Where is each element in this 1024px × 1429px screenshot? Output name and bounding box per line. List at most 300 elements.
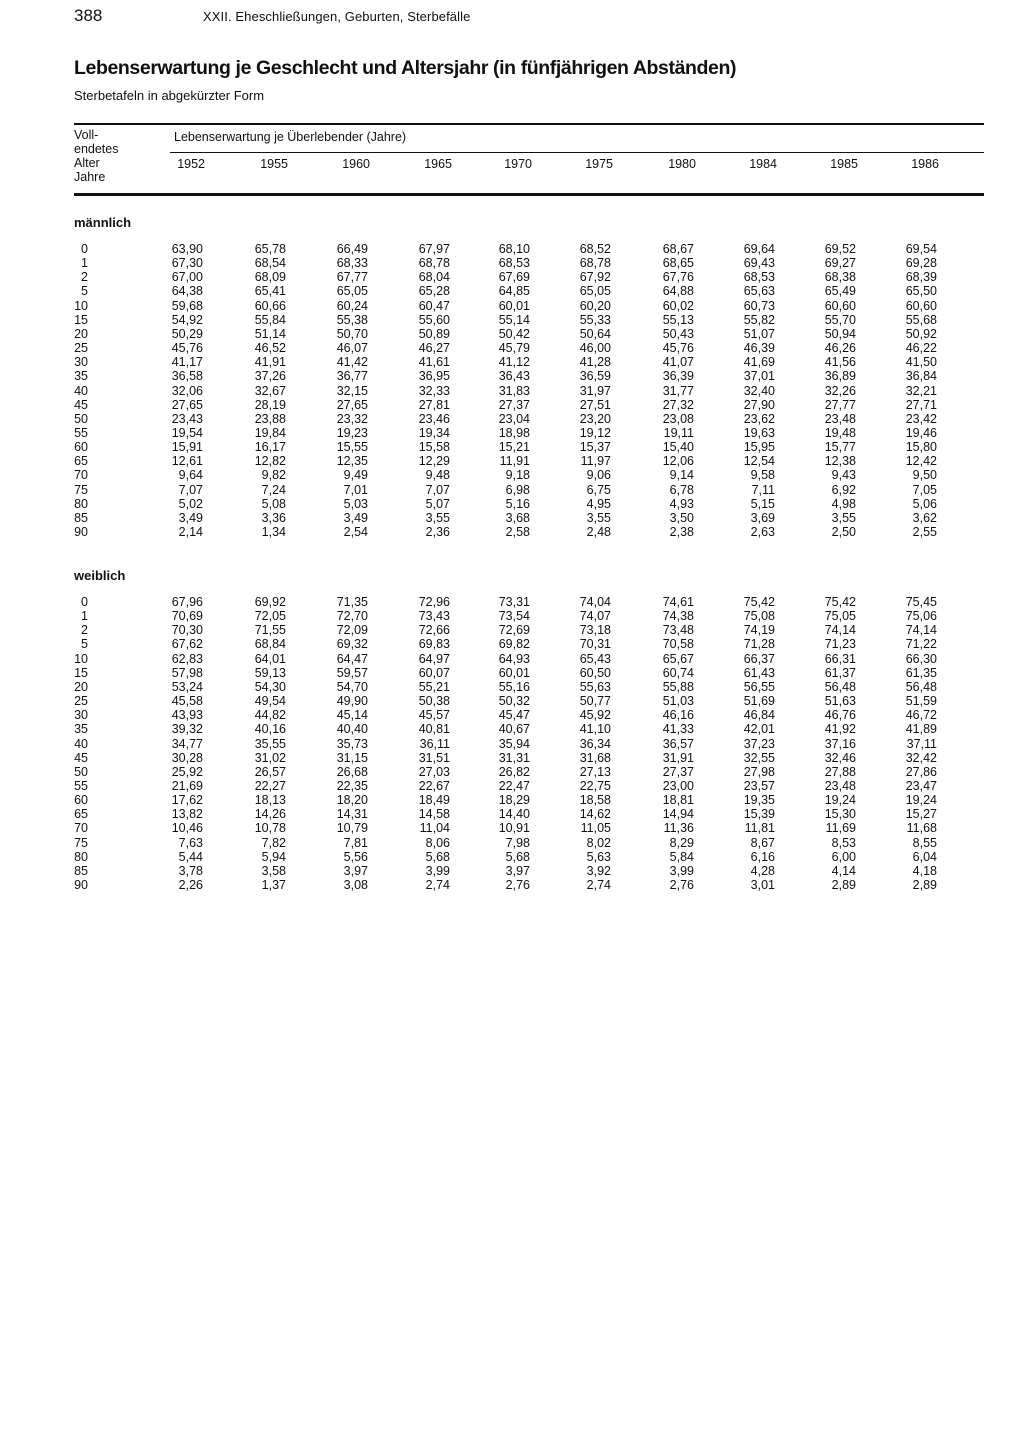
value-cell: 36,39 [662,369,694,384]
value-cell: 60,66 [254,298,286,313]
value-cell: 41,28 [579,355,611,370]
value-cell: 40,67 [498,722,530,737]
age-cell: 20 [74,679,88,694]
value-cell: 68,04 [418,270,450,285]
value-cell: 10,79 [336,821,368,836]
age-cell: 0 [81,595,88,609]
value-cell: 19,11 [663,425,694,440]
value-cell: 7,07 [178,482,203,497]
value-cell: 9,18 [505,468,530,483]
value-cell: 27,88 [824,764,856,779]
age-cell: 55 [74,778,88,793]
value-cell: 3,36 [261,510,286,525]
value-cell: 32,42 [905,750,937,765]
value-cell: 50,32 [498,694,530,709]
value-cell: 23,62 [743,411,775,426]
table-row [0,398,1024,412]
value-cell: 55,21 [418,679,450,694]
value-cell: 41,42 [336,355,368,370]
table-row [0,412,1024,426]
value-cell: 60,73 [743,298,775,313]
value-cell: 12,54 [743,454,775,469]
value-cell: 40,40 [336,722,368,737]
value-cell: 15,30 [824,807,856,822]
value-cell: 46,27 [418,341,450,356]
value-cell: 14,26 [254,807,286,822]
value-cell: 31,15 [336,750,368,765]
value-cell: 27,81 [418,397,450,412]
table-row [0,426,1024,440]
value-cell: 3,58 [261,863,286,878]
value-cell: 8,29 [669,835,694,850]
value-cell: 31,77 [662,383,694,398]
value-cell: 45,57 [418,708,450,723]
value-cell: 51,69 [743,694,775,709]
value-cell: 39,32 [171,722,203,737]
value-cell: 5,63 [586,849,611,864]
value-cell: 15,27 [905,807,937,822]
value-cell: 75,06 [905,609,937,624]
value-cell: 60,01 [498,298,530,313]
value-cell: 41,69 [743,355,775,370]
value-cell: 55,60 [418,312,450,327]
value-cell: 41,17 [171,355,203,370]
value-cell: 51,03 [662,694,694,709]
value-cell: 61,35 [905,665,937,680]
value-cell: 37,01 [743,369,775,384]
table-row [0,468,1024,482]
value-cell: 35,55 [254,736,286,751]
age-cell: 40 [74,383,88,398]
value-cell: 59,13 [254,665,286,680]
value-cell: 19,84 [254,425,286,440]
value-cell: 55,82 [743,312,775,327]
table-row [0,242,1024,256]
table-row [0,652,1024,666]
age-cell: 1 [81,256,88,271]
value-cell: 30,28 [171,750,203,765]
year-header: 1980 [668,157,696,171]
value-cell: 66,30 [905,651,937,666]
value-cell: 72,69 [498,623,530,638]
page-number: 388 [74,6,103,25]
value-cell: 74,19 [743,623,775,638]
value-cell: 60,01 [498,665,530,680]
value-cell: 75,42 [743,595,775,609]
age-cell: 70 [74,468,88,483]
value-cell: 54,92 [171,312,203,327]
value-cell: 46,22 [905,341,937,356]
stub-header-line: Voll- [74,128,99,142]
value-cell: 19,46 [905,425,937,440]
value-cell: 12,82 [254,454,286,469]
value-cell: 36,34 [579,736,611,751]
value-cell: 67,97 [418,242,450,256]
value-cell: 11,97 [580,454,611,469]
value-cell: 67,62 [171,637,203,652]
value-cell: 2,50 [831,525,856,539]
value-cell: 73,43 [418,609,450,624]
value-cell: 68,09 [254,270,286,285]
value-cell: 65,50 [905,284,937,299]
value-cell: 31,91 [662,750,694,765]
table-row [0,511,1024,525]
value-cell: 19,63 [743,425,775,440]
value-cell: 19,23 [336,425,368,440]
value-cell: 53,24 [171,679,203,694]
value-cell: 9,82 [261,468,286,483]
table-row [0,637,1024,651]
value-cell: 26,57 [254,764,286,779]
table-row [0,864,1024,878]
value-cell: 3,97 [343,863,368,878]
year-header: 1984 [749,157,777,171]
age-cell: 65 [74,454,88,469]
value-cell: 55,88 [662,679,694,694]
value-cell: 67,00 [171,270,203,285]
value-cell: 6,98 [505,482,530,497]
value-cell: 50,38 [418,694,450,709]
value-cell: 23,48 [824,778,856,793]
value-cell: 56,55 [743,679,775,694]
value-cell: 27,77 [824,397,856,412]
value-cell: 67,92 [579,270,611,285]
value-cell: 18,29 [498,793,530,808]
age-cell: 45 [74,397,88,412]
value-cell: 25,92 [171,764,203,779]
table-row [0,878,1024,892]
value-cell: 49,54 [254,694,286,709]
age-cell: 2 [81,623,88,638]
value-cell: 41,89 [905,722,937,737]
value-cell: 59,68 [171,298,203,313]
value-cell: 13,82 [171,807,203,822]
value-cell: 18,49 [418,793,450,808]
value-cell: 50,89 [418,326,450,341]
value-cell: 11,91 [499,454,530,469]
value-cell: 5,02 [178,496,203,511]
value-cell: 41,56 [824,355,856,370]
value-cell: 36,58 [171,369,203,384]
value-cell: 8,06 [425,835,450,850]
value-cell: 41,92 [824,722,856,737]
value-cell: 5,16 [505,496,530,511]
value-cell: 67,96 [171,595,203,609]
value-cell: 55,84 [254,312,286,327]
value-cell: 7,11 [751,482,775,497]
value-cell: 11,81 [744,821,775,836]
value-cell: 31,51 [418,750,450,765]
value-cell: 3,97 [505,863,530,878]
value-cell: 69,27 [824,256,856,271]
value-cell: 9,48 [425,468,450,483]
age-cell: 85 [74,510,88,525]
value-cell: 3,68 [505,510,530,525]
value-cell: 4,28 [750,863,775,878]
value-cell: 75,42 [824,595,856,609]
table-row [0,821,1024,835]
value-cell: 3,01 [750,878,775,892]
section-label: männlich [74,215,132,230]
value-cell: 37,16 [824,736,856,751]
age-cell: 50 [74,764,88,779]
value-cell: 46,52 [254,341,286,356]
value-cell: 68,33 [336,256,368,271]
table-row [0,256,1024,270]
age-cell: 45 [74,750,88,765]
value-cell: 23,00 [662,778,694,793]
value-cell: 50,94 [824,326,856,341]
value-cell: 45,76 [171,341,203,356]
value-cell: 2,76 [505,878,530,892]
value-cell: 1,34 [261,525,286,539]
table-row [0,850,1024,864]
value-cell: 14,62 [579,807,611,822]
table-row [0,327,1024,341]
value-cell: 2,38 [669,525,694,539]
value-cell: 27,13 [579,764,611,779]
year-header: 1986 [911,157,939,171]
value-cell: 32,40 [743,383,775,398]
value-cell: 18,13 [254,793,286,808]
value-cell: 4,95 [586,496,611,511]
age-cell: 5 [81,284,88,299]
value-cell: 23,32 [336,411,368,426]
value-cell: 2,89 [831,878,856,892]
value-cell: 9,58 [750,468,775,483]
age-cell: 35 [74,722,88,737]
value-cell: 14,40 [498,807,530,822]
value-cell: 72,96 [418,595,450,609]
value-cell: 27,51 [579,397,611,412]
value-cell: 69,54 [905,242,937,256]
value-cell: 50,42 [498,326,530,341]
table-row [0,765,1024,779]
value-cell: 50,64 [579,326,611,341]
value-cell: 46,39 [743,341,775,356]
table-row [0,623,1024,637]
value-cell: 7,01 [343,482,368,497]
value-cell: 6,75 [586,482,611,497]
value-cell: 68,54 [254,256,286,271]
table-row [0,595,1024,609]
value-cell: 74,61 [662,595,694,609]
value-cell: 68,10 [498,242,530,256]
value-cell: 55,38 [336,312,368,327]
value-cell: 72,09 [336,623,368,638]
value-cell: 27,37 [498,397,530,412]
value-cell: 45,79 [498,341,530,356]
age-cell: 55 [74,425,88,440]
value-cell: 19,34 [418,425,450,440]
value-cell: 61,37 [824,665,856,680]
value-cell: 7,98 [505,835,530,850]
table-row [0,666,1024,680]
table-row [0,609,1024,623]
value-cell: 5,84 [669,849,694,864]
age-cell: 60 [74,793,88,808]
value-cell: 27,65 [336,397,368,412]
value-cell: 68,52 [579,242,611,256]
value-cell: 67,30 [171,256,203,271]
value-cell: 61,43 [743,665,775,680]
value-cell: 31,97 [579,383,611,398]
value-cell: 5,07 [425,496,450,511]
value-cell: 62,83 [171,651,203,666]
value-cell: 4,98 [831,496,856,511]
spanning-header: Lebenserwartung je Überlebender (Jahre) [174,130,407,144]
table-row [0,270,1024,284]
stub-header-line: Alter [74,156,100,170]
value-cell: 9,06 [586,468,611,483]
value-cell: 14,58 [418,807,450,822]
value-cell: 49,90 [336,694,368,709]
age-cell: 70 [74,821,88,836]
age-cell: 40 [74,736,88,751]
age-cell: 5 [81,637,88,652]
value-cell: 35,73 [336,736,368,751]
value-cell: 8,02 [586,835,611,850]
value-cell: 2,36 [425,525,450,539]
value-cell: 60,50 [579,665,611,680]
value-cell: 7,05 [912,482,937,497]
value-cell: 46,07 [336,341,368,356]
value-cell: 4,14 [831,863,856,878]
value-cell: 23,42 [905,411,937,426]
value-cell: 15,80 [905,440,937,455]
value-cell: 6,16 [750,849,775,864]
value-cell: 22,35 [336,778,368,793]
value-cell: 57,98 [171,665,203,680]
value-cell: 74,14 [824,623,856,638]
value-cell: 14,94 [662,807,694,822]
value-cell: 75,45 [905,595,937,609]
value-cell: 18,58 [579,793,611,808]
value-cell: 27,37 [662,764,694,779]
table-row [0,355,1024,369]
value-cell: 55,68 [905,312,937,327]
value-cell: 9,14 [669,468,694,483]
value-cell: 12,06 [662,454,694,469]
year-header: 1952 [177,157,205,171]
value-cell: 69,64 [743,242,775,256]
value-cell: 5,56 [343,849,368,864]
value-cell: 50,77 [579,694,611,709]
value-cell: 3,49 [178,510,203,525]
value-cell: 36,43 [498,369,530,384]
table-row [0,680,1024,694]
value-cell: 23,43 [171,411,203,426]
value-cell: 66,37 [743,651,775,666]
value-cell: 31,68 [579,750,611,765]
value-cell: 51,59 [905,694,937,709]
value-cell: 65,43 [579,651,611,666]
value-cell: 41,12 [498,355,530,370]
value-cell: 69,92 [254,595,286,609]
value-cell: 65,78 [254,242,286,256]
value-cell: 1,37 [261,878,286,892]
value-cell: 64,38 [171,284,203,299]
value-cell: 67,69 [498,270,530,285]
value-cell: 15,39 [743,807,775,822]
year-header: 1955 [260,157,288,171]
value-cell: 69,28 [905,256,937,271]
table-row [0,694,1024,708]
value-cell: 36,95 [418,369,450,384]
value-cell: 2,14 [178,525,203,539]
table-title: Lebenserwartung je Geschlecht und Altersjahr (in fünfjährigen Abständen) [74,57,737,79]
table-subtitle: Sterbetafeln in abgekürzter Form [74,88,265,103]
value-cell: 3,78 [178,863,203,878]
value-cell: 3,49 [343,510,368,525]
value-cell: 15,77 [824,440,856,455]
table-row [0,807,1024,821]
value-cell: 67,77 [336,270,368,285]
age-cell: 1 [81,609,88,624]
table-row [0,793,1024,807]
value-cell: 59,57 [336,665,368,680]
value-cell: 45,47 [498,708,530,723]
age-cell: 75 [74,482,88,497]
value-cell: 10,78 [254,821,286,836]
value-cell: 46,76 [824,708,856,723]
age-cell: 15 [74,312,88,327]
value-cell: 17,62 [171,793,203,808]
value-cell: 43,93 [171,708,203,723]
value-cell: 68,78 [418,256,450,271]
value-cell: 50,92 [905,326,937,341]
age-cell: 75 [74,835,88,850]
value-cell: 50,43 [662,326,694,341]
value-cell: 31,02 [254,750,286,765]
value-cell: 8,55 [912,835,937,850]
age-cell: 85 [74,863,88,878]
value-cell: 72,66 [418,623,450,638]
value-cell: 19,24 [824,793,856,808]
value-cell: 64,88 [662,284,694,299]
value-cell: 7,81 [343,835,368,850]
value-cell: 69,43 [743,256,775,271]
value-cell: 15,55 [336,440,368,455]
table-row [0,440,1024,454]
value-cell: 74,04 [579,595,611,609]
value-cell: 7,24 [261,482,286,497]
value-cell: 60,47 [418,298,450,313]
value-cell: 18,98 [498,425,530,440]
table-row [0,384,1024,398]
value-cell: 23,57 [743,778,775,793]
value-cell: 3,08 [343,878,368,892]
value-cell: 11,36 [663,821,694,836]
value-cell: 55,14 [498,312,530,327]
running-head: XXII. Eheschließungen, Geburten, Sterbefälle [203,9,471,24]
value-cell: 15,40 [662,440,694,455]
value-cell: 2,89 [912,878,937,892]
value-cell: 12,38 [824,454,856,469]
value-cell: 69,32 [336,637,368,652]
age-cell: 35 [74,369,88,384]
value-cell: 11,04 [419,821,450,836]
age-cell: 20 [74,326,88,341]
value-cell: 23,08 [662,411,694,426]
value-cell: 27,65 [171,397,203,412]
value-cell: 9,50 [912,468,937,483]
value-cell: 23,04 [498,411,530,426]
value-cell: 70,58 [662,637,694,652]
value-cell: 27,98 [743,764,775,779]
value-cell: 36,59 [579,369,611,384]
value-cell: 63,90 [171,242,203,256]
